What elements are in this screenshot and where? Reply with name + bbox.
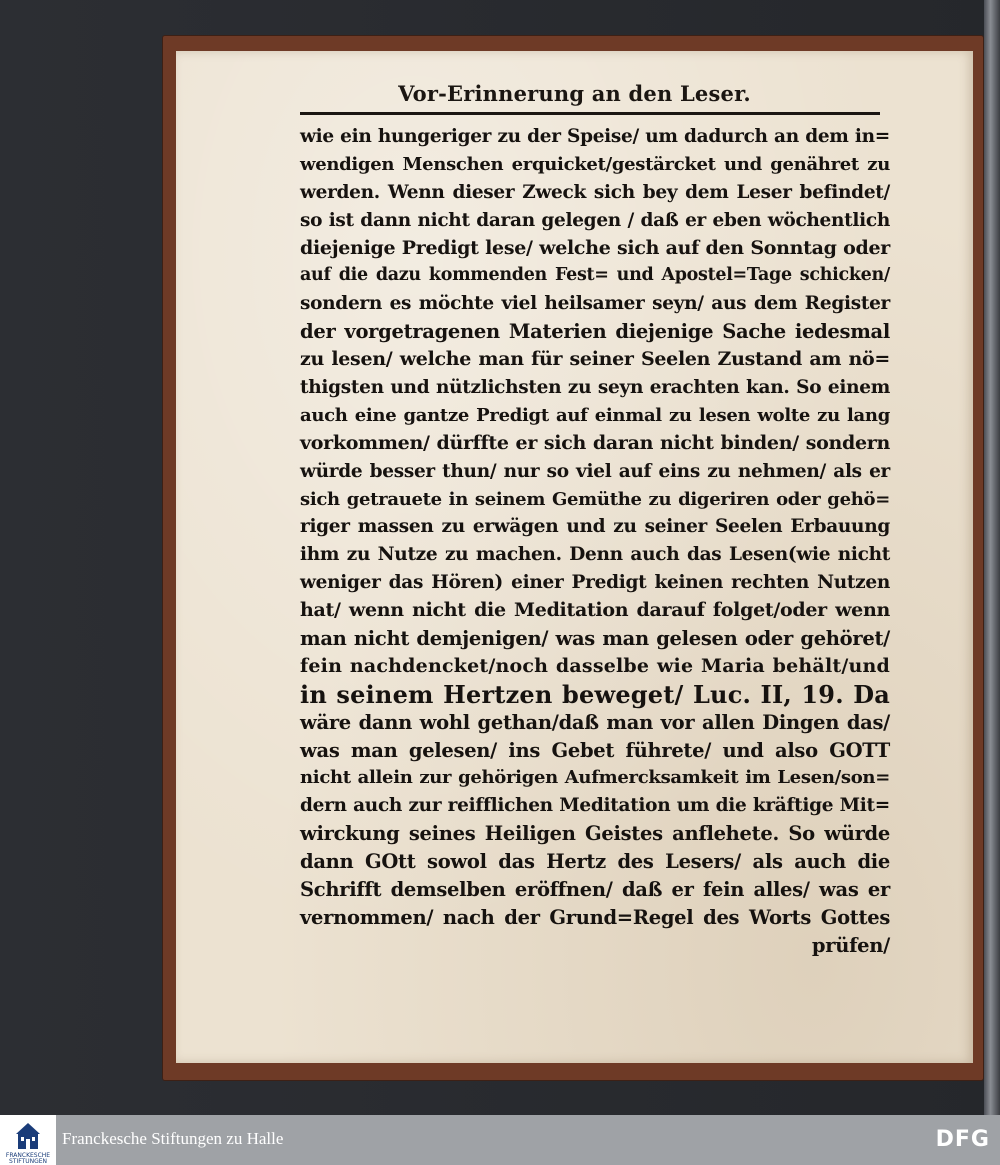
text-line: vernommen/ nach der Grund=Regel des Worts Gottes bbox=[300, 905, 890, 929]
logo-text: FRANCKESCHE STIFTUNGEN bbox=[5, 1152, 51, 1165]
text-line: sich getrauete in seinem Gemüthe zu digeriren oder gehö= bbox=[300, 488, 890, 510]
text-line: so ist dann nicht daran gelegen / daß er eben wöchentlich bbox=[300, 209, 890, 231]
running-head: Vor-Erinnerung an den Leser. bbox=[398, 81, 751, 106]
institution-name[interactable]: Franckesche Stiftungen zu Halle bbox=[62, 1129, 284, 1148]
building-icon bbox=[16, 1121, 40, 1151]
text-line: der vorgetragenen Materien diejenige Sache iedesmal bbox=[300, 320, 890, 344]
text-line: sondern es möchte viel heilsamer seyn/ aus dem Register bbox=[300, 293, 890, 315]
text-line: in seinem Hertzen beweget/ Luc. II, 19. Da bbox=[300, 679, 890, 709]
book-page bbox=[176, 51, 973, 1063]
text-line: dern auch zur reifflichen Meditation um die kräftige Mit= bbox=[300, 795, 890, 817]
text-line: prüfen/ bbox=[811, 933, 890, 957]
text-line: dann GOtt sowol das Hertz des Lesers/ als auch die bbox=[300, 850, 890, 874]
text-line: wirckung seines Heiligen Geistes anflehete. So würde bbox=[300, 822, 890, 846]
scanner-edge bbox=[984, 0, 1000, 1115]
text-line: zu lesen/ welche man für seiner Seelen Zustand am nö= bbox=[300, 348, 890, 371]
text-line: was man gelesen/ ins Gebet führete/ und also GOTT bbox=[300, 738, 890, 762]
body-text bbox=[300, 123, 890, 960]
text-line: weniger das Hören) einer Predigt keinen rechten Nutzen bbox=[300, 572, 890, 594]
text-line: nicht allein zur gehörigen Aufmercksamkeit im Lesen/son= bbox=[300, 767, 890, 789]
text-line: thigsten und nützlichsten zu seyn erachten kan. So einem bbox=[300, 377, 890, 399]
institution-logo[interactable] bbox=[0, 1115, 56, 1165]
text-line: werden. Wenn dieser Zweck sich bey dem Leser befindet/ bbox=[300, 181, 890, 203]
text-line: auf die dazu kommenden Fest= und Apostel=Tage schicken/ bbox=[300, 265, 890, 286]
text-line: hat/ wenn nicht die Meditation darauf folget/oder wenn bbox=[300, 599, 890, 622]
text-line: wendigen Menschen erquicket/gestärcket und genähret zu bbox=[300, 153, 890, 175]
dfg-logo[interactable]: DFG bbox=[935, 1127, 990, 1152]
viewer-footer bbox=[0, 1115, 1000, 1165]
text-line: riger massen zu erwägen und zu seiner Seelen Erbauung bbox=[300, 516, 890, 538]
text-line: vorkommen/ dürffte er sich daran nicht binden/ sondern bbox=[300, 431, 890, 454]
text-line: fein nachdencket/noch dasselbe wie Maria behält/und bbox=[300, 654, 890, 677]
text-line: wäre dann wohl gethan/daß man vor allen Dingen das/ bbox=[300, 710, 890, 734]
text-line: ihm zu Nutze zu machen. Denn auch das Lesen(wie nicht bbox=[300, 544, 890, 566]
text-line: diejenige Predigt lese/ welche sich auf den Sonntag oder bbox=[300, 236, 890, 259]
text-line: Schrifft demselben eröffnen/ daß er fein alles/ was er bbox=[300, 878, 890, 902]
head-rule bbox=[300, 112, 880, 115]
text-line: auch eine gantze Predigt auf einmal zu lesen wolte zu lang bbox=[300, 404, 890, 426]
text-line: wie ein hungeriger zu der Speise/ um dadurch an dem in= bbox=[300, 126, 890, 147]
text-line: man nicht demjenigen/ was man gelesen oder gehöret/ bbox=[300, 627, 890, 651]
text-line: würde besser thun/ nur so viel auf eins zu nehmen/ als er bbox=[300, 460, 890, 482]
